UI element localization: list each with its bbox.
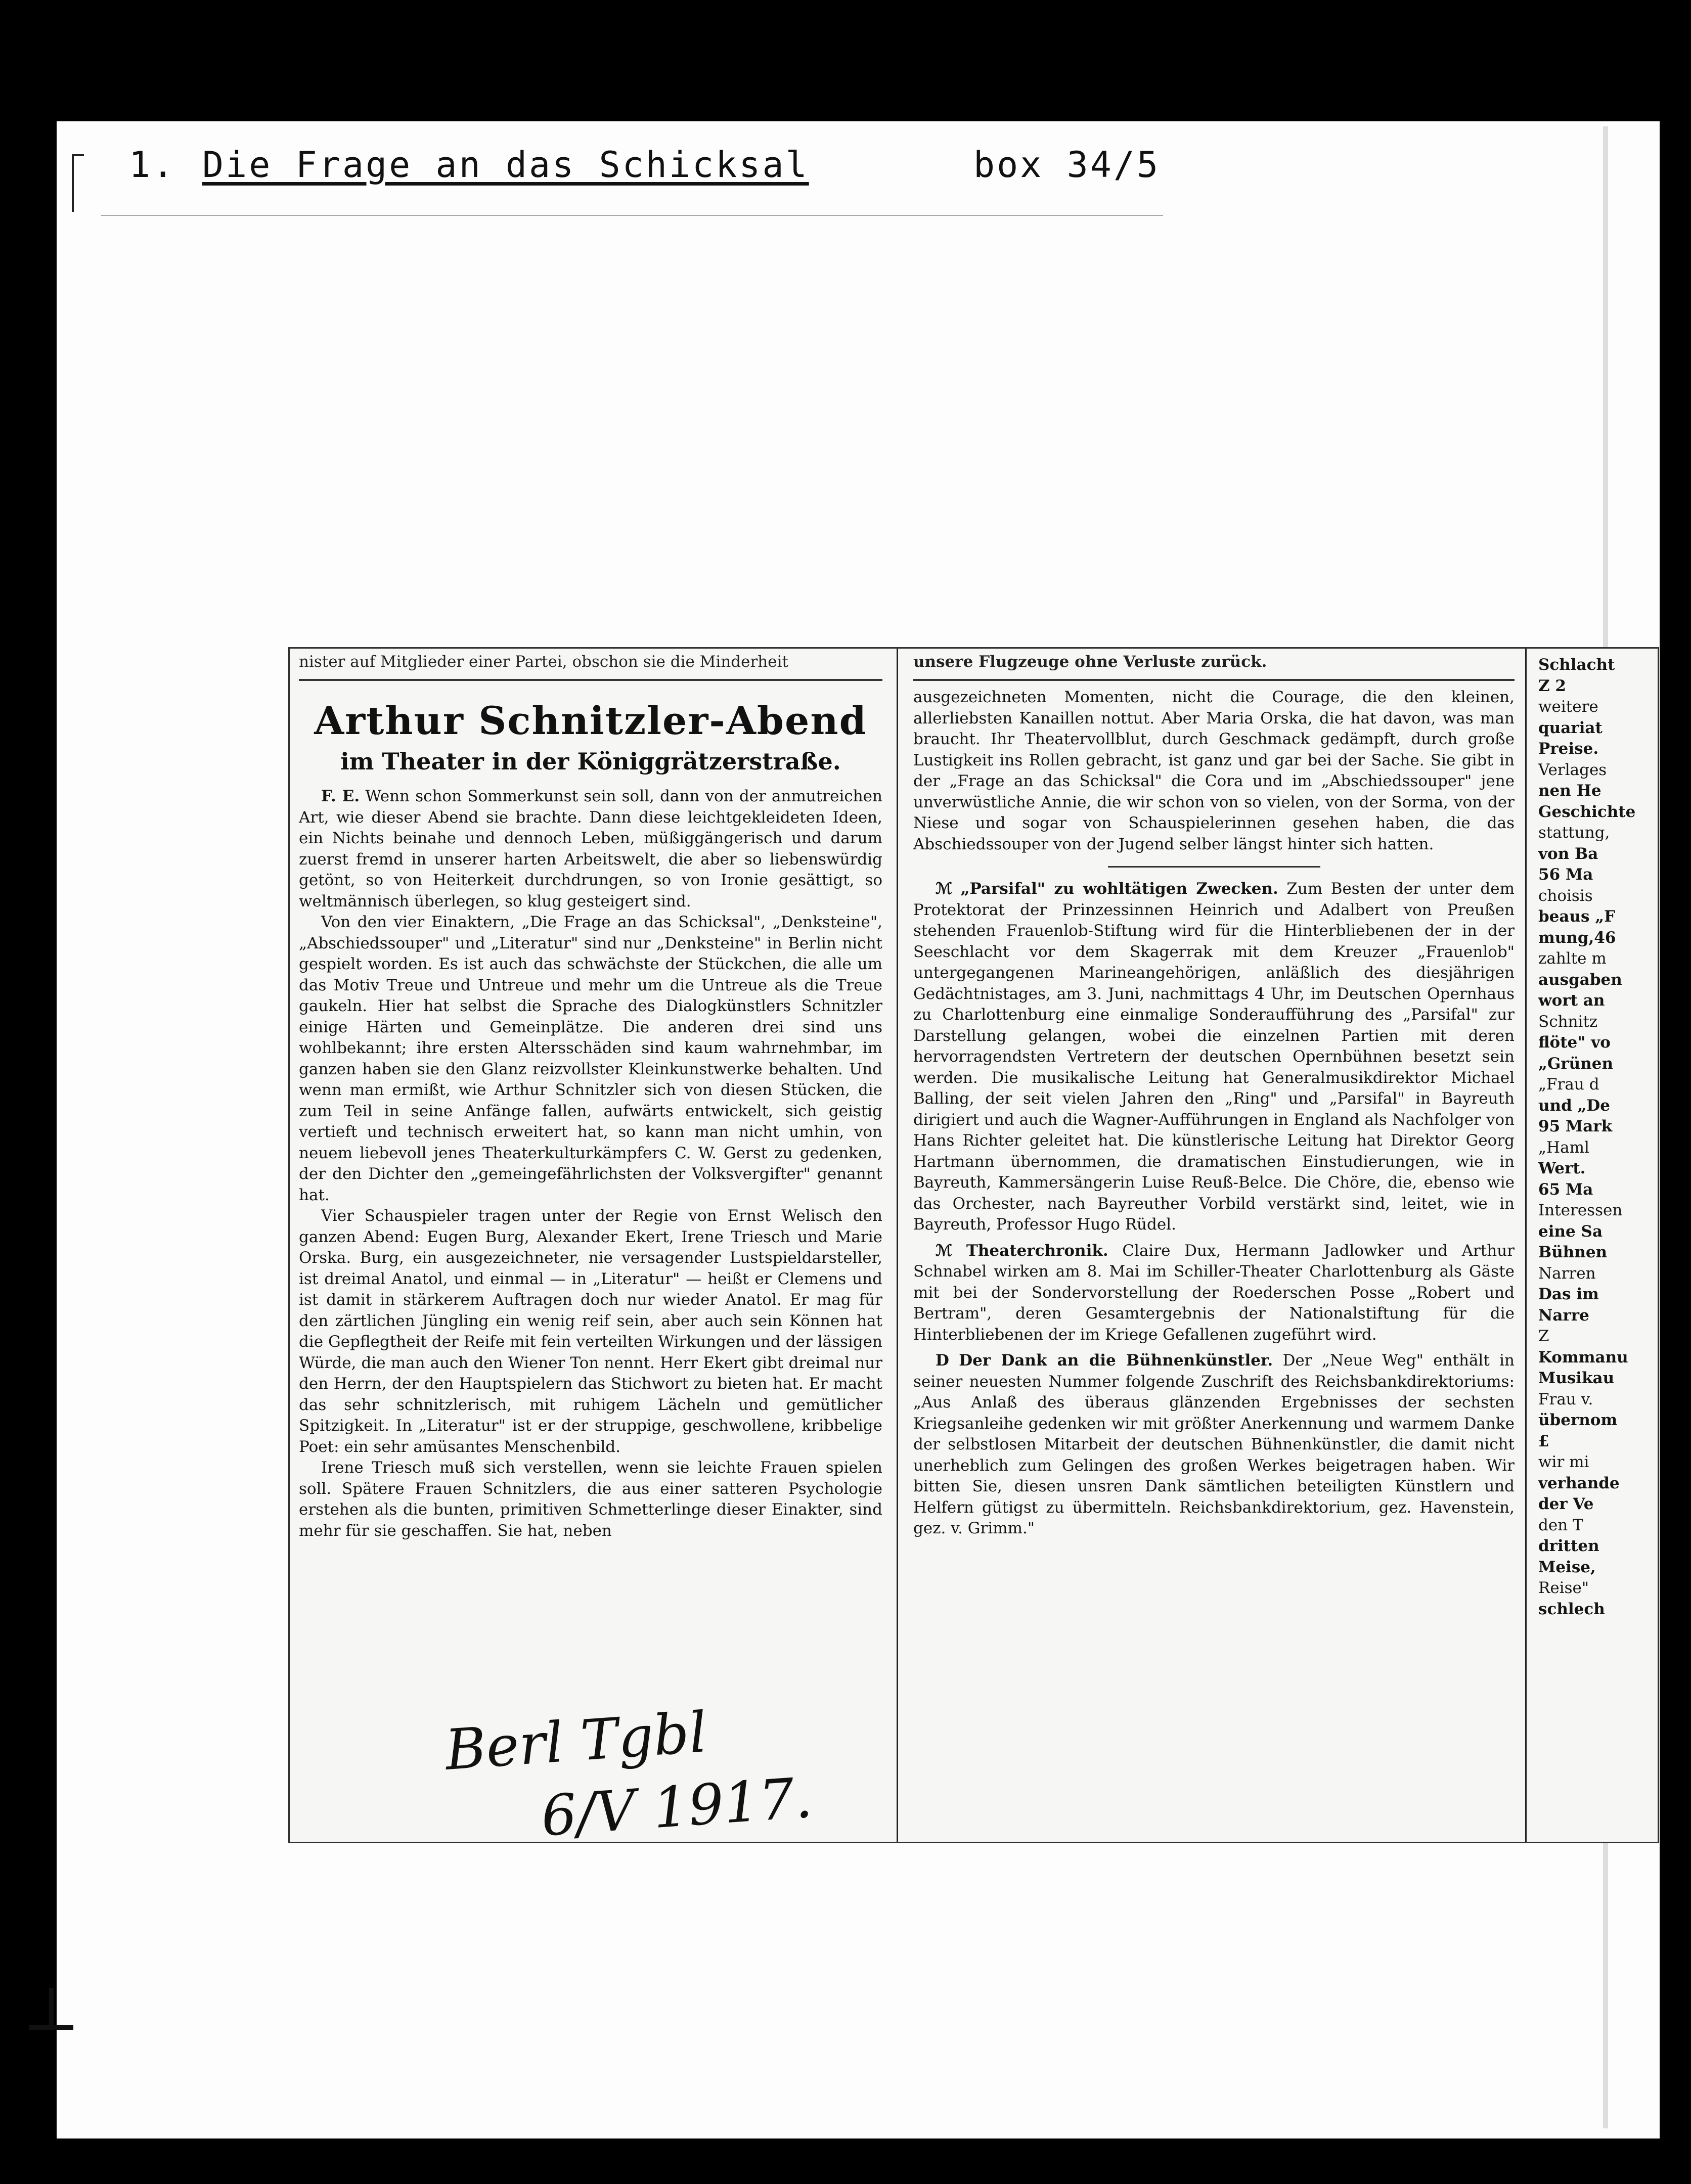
right-column-line: Narren (1538, 1264, 1596, 1283)
news-headline: „Parsifal" zu wohltätigen Zwecken. (960, 880, 1278, 898)
right-column-line: eine Sa (1538, 1222, 1603, 1241)
right-column-fragment (1531, 649, 1658, 1842)
right-column-line: Wert. (1538, 1159, 1586, 1177)
article-headline: Arthur Schnitzler-Abend (314, 698, 867, 743)
item-number: 1. (129, 144, 176, 186)
right-column-line: dritten (1538, 1537, 1599, 1555)
right-column-line: quariat (1538, 718, 1603, 737)
right-column-line: Preise. (1538, 740, 1599, 758)
right-column-line: Narre (1538, 1306, 1589, 1325)
news-headline: Der Dank an die Bühnenkünstler. (959, 1351, 1273, 1370)
right-column-line: Musikau (1538, 1369, 1615, 1387)
right-column-line: choisis (1538, 886, 1593, 905)
right-column-line: mung,46 (1538, 928, 1616, 947)
left-column (290, 649, 892, 1842)
right-column-line: Kommanu (1538, 1348, 1628, 1367)
news-text: Zum Besten der unter dem Protektorat der Prinzessinnen Heinrich und Adalbert von Preußen stehenden Frauenlob-Stiftung wird für die Hinterbliebenen der in der Seeschlacht vor dem Skagerrak mit dem Kreuzer „Frauenlob" untergegangenen Marineangehörigen, anläßlich des diesjährigen Gedächtnistages, am 3. Juni, nachmittags 4 Uhr, im Deutschen Opernhaus zu Charlottenburg eine einmalige Sonderaufführung des „Parsifal" zur Darstellung gelangen, wobei die einzelnen Partien mit deren hervorragendsten Vertretern der deutschen Opernbühnen besetzt sein werden. Die musikalische Leitung hat Generalmusikdirektor Michael Balling, der seit vielen Jahren den „Ring" und „Parsifal" in Bayreuth dirigiert und auch die Wagner-Aufführungen in England als Nachfolger von Hans Richter geleitet hat. Die künstlerische Leitung hat Direktor Georg Hartmann übernommen, die dramatischen Einstudierungen, wie in Bayreuth, Kammersängerin Luise Reuß-Belce. Die Chöre, die, ebenso wie das Orchester, nach Bayreuther Vorbild verstärkt sind, leitet, wie in Bayreuth, Professor Hugo Rüdel. (913, 880, 1515, 1234)
right-column-line: „Haml (1538, 1138, 1589, 1157)
fragment-rule (913, 679, 1515, 681)
news-mark: D (936, 1351, 949, 1370)
right-column-line: der Ve (1538, 1495, 1594, 1513)
article-paragraph: Vier Schauspieler tragen unter der Regie von Ernst Welisch den ganzen Abend: Eugen Burg, Alexander Ekert, Irene Triesch und Marie Orska. Burg, ein ausgezeichneter, nie versagender Lustspieldarsteller, ist dreimal Anatol, und einmal — in „Literatur" — heißt er Clemens und ist damit in stärkerem Auftragen doch nur wieder Anatol. Er mag für den zärtlichen Jüngling ein wenig reif sein, aber auch sein Können hat die Gepflegtheit der Reife mit fein verteilten Wirkungen und der lässigen Würde, die man auch den Wiener Ton nennt. Herr Ekert gibt dreimal nur den Herrn, der den Hauptspielern das Stichwort zu bieten hat. Er macht das sehr schnitzlerisch, mit ruhigem Lächeln und gemütlicher Spitzigkeit. In „Literatur" ist er der struppige, geschwollene, kribbelige Poet: ein sehr amüsantes Menschenbild. (299, 1207, 882, 1456)
top-fragment (904, 652, 1524, 672)
fragment-text: unsere Flugzeuge ohne Verluste zurück. (913, 653, 1267, 671)
right-column-line: Bühnen (1538, 1243, 1608, 1261)
byline: F. E. (321, 787, 360, 805)
news-text: Claire Dux, Hermann Jadlowker und Arthur Schnabel wirken am 8. Mai im Schiller-Theater Charlottenburg als Gäste mit bei der Sondervorstellung der Roederschen Posse „Robert und Bertram", deren Gesamtergebnis der Nationalstiftung für die Hinterbliebenen der im Kriege Gefallenen zugeführt wird. (913, 1241, 1515, 1344)
right-column-line: Verlages (1538, 760, 1607, 779)
right-column-line: zahlte m (1538, 949, 1607, 968)
right-column-line: 56 Ma (1538, 866, 1593, 884)
news-text: Der „Neue Weg" enthält in seiner neuesten Nummer folgende Zuschrift des Reichsbankdirektoriums: „Aus Anlaß des überaus glänzenden Ergebnisses der sechsten Kriegsanleihe gedenken wir mit größter Anerkennung und warmem Danke der selbstlosen Mitarbeit der deutschen Bühnenkünstler, die damit nicht unerheblich zum Gelingen des großen Werkes beigetragen haben. Wir bitten Sie, diesen unsren Dank sämtlichen beteiligten Künstlern und Helfern gütigst zu übermitteln. Reichsbankdirektorium, gez. Havenstein, gez. v. Grimm." (913, 1351, 1515, 1537)
header-divider (101, 215, 1163, 216)
news-headline: Theaterchronik. (966, 1241, 1108, 1260)
handwritten-date: 6/V 1917. (539, 1765, 815, 1849)
article-paragraph: Irene Triesch muß sich verstellen, wenn sie leichte Frauen spielen soll. Spätere Frauen Schnitzlers, die aus einer satteren Psychologie erstehen als die bunten, primitiven Schmetterlinge dieser Einakter, sind mehr für sie geschaffen. Sie hat, neben (299, 1459, 882, 1540)
fragment-rule (299, 679, 882, 681)
news-item (904, 1241, 1524, 1346)
corner-mark: ⊥ (23, 1974, 80, 2044)
news-mark: ℳ (936, 1241, 953, 1260)
right-column-line: übernom (1538, 1411, 1618, 1429)
handwritten-source: Berl Tgbl (443, 1700, 709, 1783)
right-column-line: Schlacht (1538, 656, 1615, 674)
right-column-line: Z (1538, 1327, 1549, 1345)
column-divider (897, 649, 898, 1842)
right-column-line: verhande (1538, 1474, 1620, 1492)
right-column-line: 95 Mark (1538, 1117, 1613, 1135)
right-column-line: den T (1538, 1516, 1583, 1534)
top-fragment: nister auf Mitglieder einer Partei, obschon sie die Minderheit (299, 653, 788, 671)
box-number: box 34/5 (973, 144, 1161, 186)
section-separator (1108, 866, 1320, 868)
right-column-line: wort an (1538, 991, 1605, 1010)
right-column-line: Reise" (1538, 1579, 1589, 1597)
right-column-line: „Grünen (1538, 1054, 1613, 1073)
newspaper-clipping (288, 647, 1659, 1843)
right-column-line: Frau v. (1538, 1390, 1593, 1408)
right-column-line: schlech (1538, 1600, 1605, 1618)
right-column-line: „Frau d (1538, 1075, 1599, 1094)
middle-column (904, 649, 1524, 1842)
news-item (904, 879, 1524, 1236)
right-column-line: Schnitz (1538, 1012, 1598, 1031)
article-continuation: ausgezeichneten Momenten, nicht die Courage, die den kleinen, allerliebsten Kanaillen nottut. Aber Maria Orska, die hat davon, was man braucht. Ihr Theatervollblut, durch Geschmack gedämpft, durch große Lustigkeit ins Rollen gebracht, ist ganz und gar bei der Sache. Sie gibt in der „Frage an das Schicksal" die Cora und im „Abschiedssouper" jene unverwüstliche Annie, die wir schon von so vielen, von der Sorma, von der Niese und sogar von Schauspielerinnen gesehen haben, die das Abschiedssouper von der Jugend selber längst hinter sich hatten. (913, 688, 1515, 853)
right-column-line: Z 2 (1538, 676, 1566, 695)
right-column-line: und „De (1538, 1096, 1610, 1115)
right-column-line: Das im (1538, 1285, 1599, 1303)
article-paragraph (290, 786, 892, 912)
article-subhead: im Theater in der Königgrätzerstraße. (340, 748, 841, 775)
right-column-line: weitere (1538, 698, 1598, 716)
right-column-line: £ (1538, 1432, 1549, 1450)
right-column-line: beaus „F (1538, 907, 1616, 926)
column-divider (1525, 649, 1527, 1842)
folder-title: Die Frage an das Schicksal (202, 144, 809, 186)
corner-bracket (72, 154, 84, 212)
right-column-line: Meise, (1538, 1558, 1596, 1576)
right-column-line: flöte" vo (1538, 1033, 1611, 1052)
right-column-line: nen He (1538, 782, 1601, 800)
article-text: Wenn schon Sommerkunst sein soll, dann von der anmutreichen Art, wie dieser Abend sie brachte. Dann diese leichtgekleideten Ideen, ein Nichts beinahe und dennoch Leben, müßiggängerisch und darum zuerst fremd in unserer harten Arbeitswelt, die aber so liebenswürdig getönt, so von Heiterkeit durchdrungen, so von Ironie gesättigt, so weltmännisch überlegen, so klug gesteigert sind. (299, 787, 882, 911)
right-column-line: 65 Ma (1538, 1180, 1593, 1199)
right-column-line: Interessen (1538, 1201, 1623, 1219)
article-paragraph: Von den vier Einaktern, „Die Frage an das Schicksal", „Denksteine", „Abschiedssouper" und „Literatur" sind nur „Denksteine" in Berlin nicht gespielt worden. Es ist auch das schwächste der Stückchen, die alle um das Motiv Treue und Untreue und mehr um die Untreue als die Treue gaukeln. Hier hat selbst die Sprache des Dialogkünstlers Schnitzler einige Härten und Gemeinplätze. Die anderen drei sind uns wohlbekannt; ihre ersten Altersschäden sind kaum wahrnehmbar, im ganzen haben sie den Glanz reizvollster Kleinkunstwerke behalten. Und wenn man ermißt, wie Arthur Schnitzler sich von diesen Stücken, die zum Teil in seine Anfänge fallen, aufwärts entwickelt, sich geistig vertieft und technisch erweitert hat, so kann man nicht umhin, von neuem liebevoll jenes Theaterkulturkämpfers C. W. Gerst zu gedenken, der den Dichter den „gemeingefährlichsten der Volksvergifter" genannt hat. (299, 913, 882, 1204)
right-column-line: ausgaben (1538, 970, 1622, 989)
right-column-line: stattung, (1538, 824, 1610, 842)
news-mark: ℳ (936, 880, 953, 898)
news-item (904, 1350, 1524, 1539)
right-column-line: Geschichte (1538, 802, 1636, 821)
right-column-line: wir mi (1538, 1453, 1589, 1471)
right-column-line: von Ba (1538, 844, 1598, 863)
